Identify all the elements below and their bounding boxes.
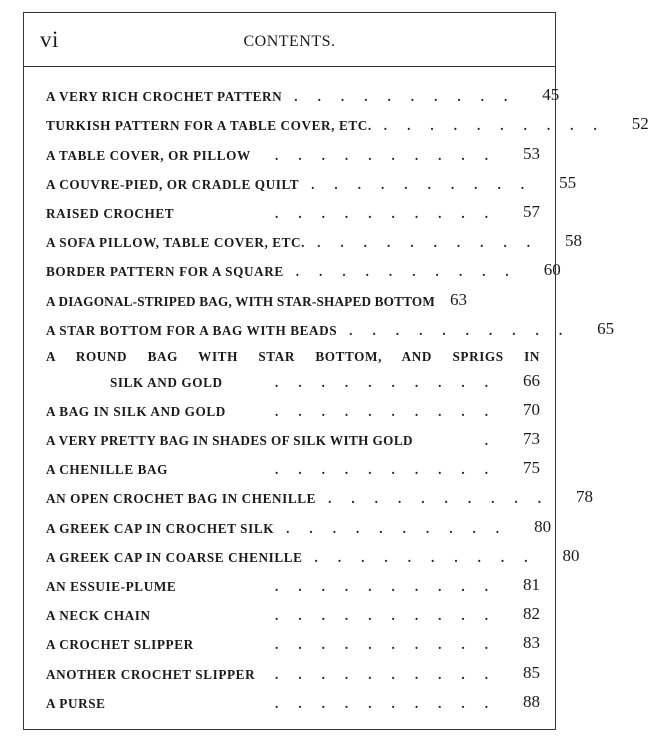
contents-entry[interactable] [46, 595, 540, 624]
dot-leader: .......... [317, 235, 551, 251]
dot-leader: .......... [275, 462, 508, 478]
entry-page: 81 [523, 575, 540, 594]
dot-leader: .......... [314, 549, 548, 565]
dot-leader: .......... [286, 520, 520, 536]
entry-page: 85 [523, 662, 540, 682]
entry-title: A CHENILLE BAG [46, 462, 168, 478]
entry-title: ANOTHER CROCHET SLIPPER [46, 666, 256, 682]
entry-page: 78 [576, 487, 594, 507]
entry-title-line2-row [46, 369, 540, 391]
dot-leader: .......... [328, 491, 562, 507]
entry-title: A CROCHET SLIPPER [46, 637, 194, 653]
contents-entry[interactable] [46, 105, 649, 134]
contents-entry[interactable] [46, 420, 540, 449]
contents-entry[interactable] [46, 222, 583, 251]
entry-title: A GREEK CAP IN CROCHET SILK [46, 520, 275, 536]
entry-page: 60 [543, 260, 561, 280]
entry-page: 70 [523, 399, 540, 419]
contents-entry[interactable] [46, 193, 540, 222]
dot-leader: .......... [349, 322, 583, 338]
entry-title: A VERY PRETTY BAG IN SHADES OF SILK WITH GOLD [46, 433, 413, 449]
page-number: vi [40, 27, 59, 52]
dot-leader: . [484, 433, 508, 449]
entry-page: 75 [523, 458, 540, 478]
entry-title: TURKISH PATTERN FOR A TABLE COVER, ETC. [46, 118, 372, 134]
dot-leader: .......... [294, 89, 528, 105]
contents-list [46, 76, 649, 712]
entry-page: 55 [559, 172, 577, 192]
entry-page: 63 [449, 289, 467, 309]
contents-entry[interactable] [46, 566, 540, 595]
contents-entry[interactable] [46, 164, 577, 193]
dot-leader: .......... [275, 608, 508, 624]
contents-entry[interactable] [46, 339, 540, 391]
dot-leader: .......... [295, 264, 529, 280]
dot-leader: .......... [275, 579, 508, 594]
entry-page: 65 [597, 318, 615, 338]
contents-entry[interactable] [46, 653, 540, 682]
dot-leader: .......... [275, 695, 508, 711]
entry-title: A DIAGONAL-STRIPED BAG, WITH STAR-SHAPED BOTTOM [46, 293, 435, 309]
entry-title: A VERY RICH CROCHET PATTERN [46, 89, 283, 105]
dot-leader: .......... [275, 666, 508, 682]
page-header [24, 13, 555, 67]
entry-title: A GREEK CAP IN COARSE CHENILLE [46, 549, 303, 565]
entry-page: 80 [534, 516, 552, 536]
entry-title: A BAG IN SILK AND GOLD [46, 403, 226, 419]
entry-page: 58 [565, 231, 583, 251]
entry-page: 52 [631, 114, 649, 134]
contents-entry[interactable] [46, 134, 540, 163]
entry-page: 82 [523, 604, 540, 624]
dot-leader: .......... [275, 403, 508, 419]
contents-entry[interactable] [46, 391, 540, 420]
entry-title: A COUVRE-PIED, OR CRADLE QUILT [46, 176, 300, 192]
entry-title: AN OPEN CROCHET BAG IN CHENILLE [46, 491, 317, 507]
contents-entry[interactable] [46, 251, 561, 280]
contents-entry[interactable] [46, 449, 540, 478]
dot-leader: .......... [383, 118, 617, 134]
dot-leader: .......... [311, 176, 545, 192]
entry-title: A STAR BOTTOM FOR A BAG WITH BEADS [46, 322, 338, 338]
contents-entry[interactable] [46, 683, 540, 712]
entry-title: A NECK CHAIN [46, 608, 151, 624]
entry-page: 53 [523, 143, 540, 163]
contents-entry[interactable] [46, 624, 540, 653]
entry-title: BORDER PATTERN FOR A SQUARE [46, 264, 284, 280]
entry-page: 80 [562, 545, 580, 565]
contents-entry[interactable] [46, 537, 580, 566]
entry-title: RAISED CROCHET [46, 205, 175, 221]
entry-title-line2: SILK AND GOLD [110, 374, 223, 390]
entry-page: 83 [523, 633, 540, 653]
entry-page: 73 [523, 429, 540, 449]
dot-leader: .......... [275, 205, 508, 221]
entry-page: 66 [523, 370, 540, 390]
entry-title: A PURSE [46, 695, 106, 711]
entry-page: 45 [542, 85, 560, 105]
entry-title: A SOFA PILLOW, TABLE COVER, ETC. [46, 235, 306, 251]
entry-page: 57 [523, 201, 540, 221]
page-frame [23, 12, 649, 730]
entry-page: 88 [523, 691, 540, 711]
entry-title: A TABLE COVER, OR PILLOW [46, 147, 251, 163]
dot-leader: .......... [275, 374, 508, 390]
contents-entry[interactable] [46, 310, 615, 339]
contents-entry[interactable] [46, 76, 560, 105]
entry-title: AN ESSUIE-PLUME [46, 579, 177, 594]
running-head: CONTENTS. [243, 33, 336, 50]
contents-entry[interactable] [46, 478, 594, 507]
entry-title-line1: A ROUND BAG WITH STAR BOTTOM, AND SPRIGS IN [46, 348, 540, 364]
dot-leader: .......... [275, 147, 508, 163]
contents-entry[interactable] [46, 507, 552, 536]
dot-leader: .......... [275, 637, 508, 653]
contents-entry[interactable] [46, 280, 540, 309]
